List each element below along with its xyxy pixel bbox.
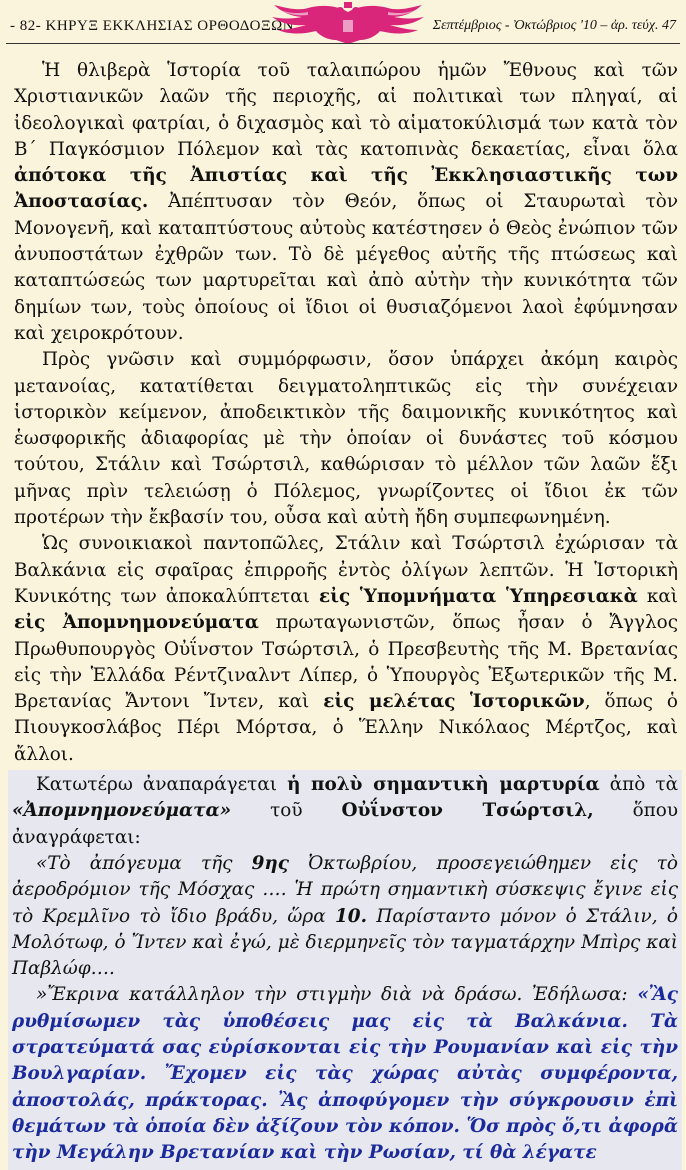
emphasis-memoirs: εἰς Ἀπομνημονεύματα <box>14 612 259 634</box>
quote-section <box>8 770 682 1170</box>
header-divider <box>6 43 680 44</box>
paragraph-2: Πρὸς γνῶσιν καὶ συμμόρφωσιν, ὅσον ὑπάρχει ἀκόμη καιρὸς μετανοίας, κατατίθεται δειγματοληπτικῶς εἰς τὴν συνέχειαν ἱστορικὸν κείμενον, ἀποδεικτικὸν τῆς δαιμονικῆς κυνικότητος καὶ ἑωσφορικῆς ἀδιαφορίας μὲ τὴν ὁποίαν οἱ δυνάστες τοῦ κόσμου τούτου, Στάλιν καὶ Τσώρτσιλ, καθώρισαν τὸ μέλλον τῶν λαῶν ἕξι μῆνας πρὶν τελειώσῃ ὁ Πόλεμος, γνωρίζοντες οἱ ἴδιοι ἐκ τῶν προτέρων τὴν ἔκβασίν του, οὖσα καὶ αὐτὴ ἤδη συμπεφωνημένη. <box>14 349 678 529</box>
double-headed-eagle-icon <box>268 2 428 46</box>
paragraph-3: Ὡς συνοικιακοὶ παντοπῶλες, Στάλιν καὶ Τσώρτσιλ ἐχώρισαν τὰ Βαλκάνια εἰς σφαῖρας ἐπιρροῆς ἐντὸς ὀλίγων λεπτῶν. Ἡ Ἱστορικὴ Κυνικότης των ἀποκαλύπτεται εἰς Ὑπομνήματα Ὑπηρεσιακὰ καὶ εἰς Ἀπομνημονεύματα πρωταγωνιστῶν, ὅπως ἦσαν ὁ Ἄγγλος Πρωθυπουργὸς Οὐΐνστον Τσώρτσιλ, ὁ Πρεσβευτὴς τῆς Μ. Βρετανίας εἰς τὴν Ἑλλάδα Ρέντζιναλντ Λίπερ, ὁ Ὑπουργὸς Ἐξωτερικῶν τῆς Μ. Βρετανίας Ἄντονι Ἴντεν, καὶ εἰς μελέτας Ἱστορικῶν, ὅπως ὁ Πιουγκοσλάβος Πέρι Μόρτσα, ὁ Ἕλλην Νικόλαος Μέρτζος, καὶ ἄλλοι. <box>14 533 678 765</box>
article-body <box>14 58 678 1170</box>
header-left <box>10 18 294 35</box>
issue-info: Σεπτέμβριος - Ὀκτώβριος '10 – ἀρ. τεύχ. 47 <box>432 18 676 33</box>
page-number: - 82- <box>10 18 42 34</box>
emphasis-apostasy: ἀπότοκα τῆς Ἀπιστίας καὶ τῆς Ἐκκλησιαστικῆς των Ἀποστασίας. <box>14 165 678 213</box>
emphasis-historians: εἰς μελέτας Ἱστορικῶν <box>323 691 585 713</box>
page-header <box>0 0 686 50</box>
churchill-quote-1: «Τὸ ἀπόγευμα τῆς 9ης Ὀκτωβρίου, προσεγειώθημεν εἰς τὸ ἀεροδρόμιον τῆς Μόσχας …. Ἡ πρώτη σημαντικὴ σύσκεψις ἔγινε εἰς τὸ Κρεμλῖνο τὸ ἴδιο βράδυ, ὥρα 10. Παρίσταντο μόνον ὁ Στάλιν, ὁ Μολότωφ, ὁ Ἴντεν καὶ ἐγώ, μὲ διερμηνεῖς τὸν ταγματάρχην Μπὶρς καὶ Παβλώφ…. <box>12 852 679 980</box>
churchill-quote-2: »Ἔκρινα κατάλληλον τὴν στιγμὴν διὰ νὰ δράσω. Ἐδήλωσα: «Ἂς ρυθμίσωμεν τὰς ὑποθέσεις μας εἰς τὰ Βαλκάνια. Τὰ στρατεύματά σας εὑρίσκονται εἰς τὴν Ρουμανίαν καὶ εἰς τὴν Βουλγαρίαν. Ἔχομεν εἰς τὰς χώρας αὐτὰς συμφέροντα, ἀποστολάς, πράκτορας. Ἂς ἀποφύγομεν τὴν σύγκρουσιν ἐπὶ θεμάτων τὰ ὁποία δὲν ἀξίζουν τὸν κόπον. Ὅσ πρὸς ὅ,τι ἀφορᾶ τὴν Μεγάλην Βρετανίαν καὶ τὴν Ρωσίαν, τί θὰ λέγατε <box>12 984 678 1164</box>
emphasis-memoranda: εἰς Ὑπομνήματα Ὑπηρεσιακὰ <box>318 585 638 607</box>
quote-intro: Κατωτέρω ἀναπαράγεται ἡ πολὺ σημαντικὴ μαρτυρία ἀπὸ τὰ «Ἀπομνημονεύματα» τοῦ Οὐΐνστον Τσώρτσιλ, ὅπου ἀναγράφεται: <box>12 774 678 848</box>
churchill-proposal: «Ἂς ρυθμίσωμεν τὰς ὑποθέσεις μας εἰς τὰ Βαλκάνια. Τὰ στρατεύματά σας εὑρίσκονται εἰς τὴν Ρουμανίαν καὶ εἰς τὴν Βουλγαρίαν. Ἔχομεν εἰς τὰς χώρας αὐτὰς συμφέροντα, ἀποστολάς, πράκτορας. Ἂς ἀποφύγομεν τὴν σύγκρουσιν ἐπὶ θεμάτων τὰ ὁποία δὲν ἀξίζουν τὸν κόπον. Ὅσ πρὸς ὅ,τι ἀφορᾶ τὴν Μεγάλην Βρετανίαν καὶ τὴν Ρωσίαν, τί θὰ λέγατε <box>12 984 678 1164</box>
paragraph-1: Ἡ θλιβερὰ Ἱστορία τοῦ ταλαιπώρου ἡμῶν Ἔθνους καὶ τῶν Χριστιανικῶν λαῶν τῆς περιοχῆς, αἱ πολιτικαὶ των πληγαί, αἱ ἰδεολογικαὶ φατρίαι, ὁ διχασμὸς καὶ τὸ αἱματοκύλισμά των κατὰ τὸν Β΄ Παγκόσμιον Πόλεμον καὶ τὰς κατοπινὰς δεκαετίας, εἶναι ὅλα ἀπότοκα τῆς Ἀπιστίας καὶ τῆς Ἐκκλησιαστικῆς των Ἀποστασίας. Ἀπέπτυσαν τὸν Θεόν, ὅπως οἱ Σταυρωταὶ τὸν Μονογενῆ, καὶ καταπτύστους αὐτοὺς κατέστησεν ὁ Θεὸς ἐνώπιον τῶν ἀνυποστάτων ἐχθρῶν των. Τὸ δὲ μέγεθος αὐτῆς τῆς πτώσεως καὶ καταπτώσεώς των μαρτυρεῖται καὶ ἀπὸ αὐτὴν τὴν κυνικότητα τῶν δημίων των, τοὺς ὁποίους οἱ ἴδιοι οἱ θυσιαζόμενοι λαοὶ ἐφύμνησαν καὶ χειροκρότουν. <box>14 60 678 344</box>
quote-date: 9ης <box>251 852 290 874</box>
journal-title: ΚΗΡΥΞ ΕΚΚΛΗΣΙΑΣ ΟΡΘΟΔΟΞΩΝ <box>45 18 295 34</box>
quote-hour: 10. <box>334 905 367 927</box>
